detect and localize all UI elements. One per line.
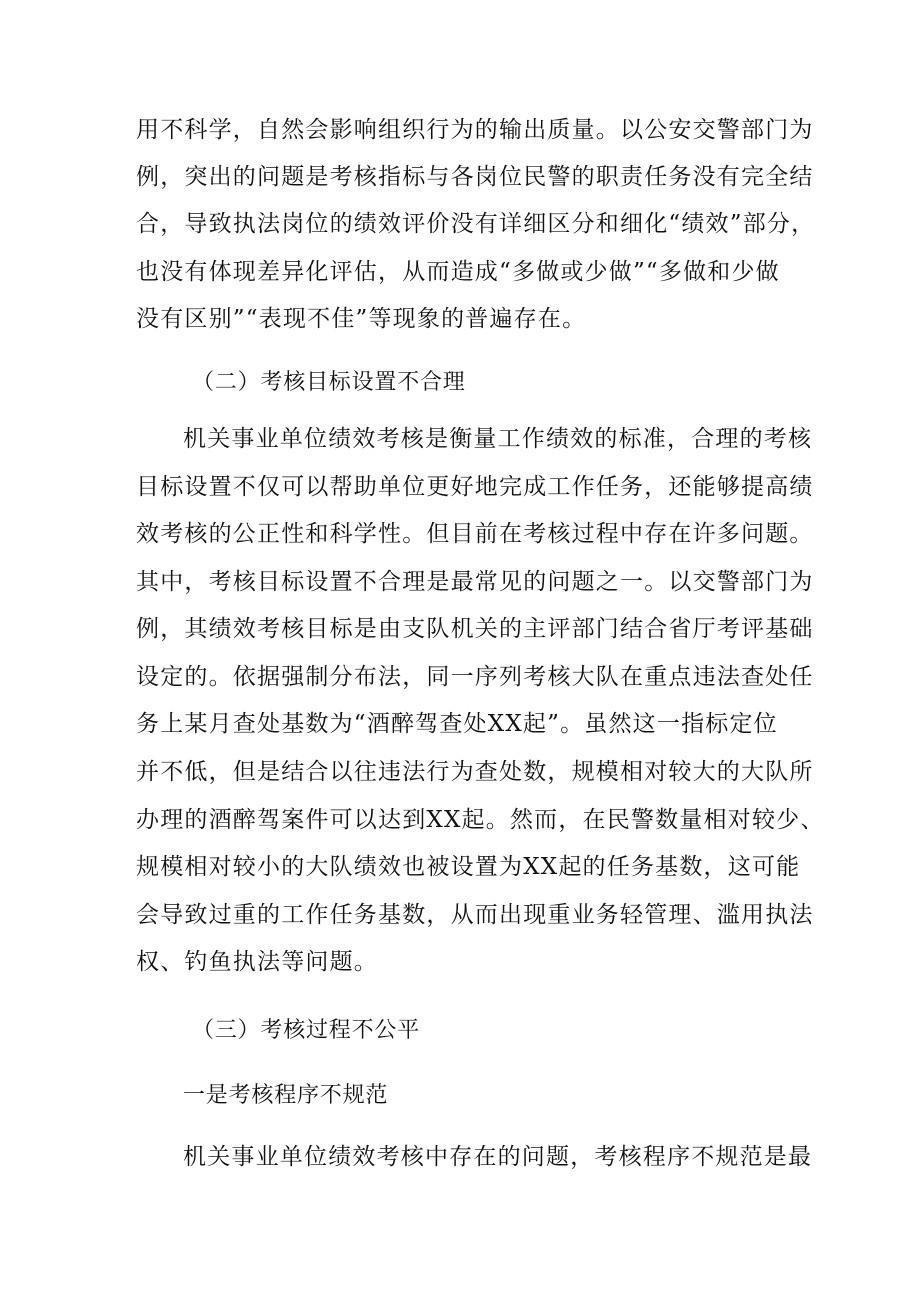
paragraph-line: 目标设置不仅可以帮助单位更好地完成工作任务，还能够提高绩 bbox=[136, 474, 814, 500]
paragraph-line: 权、钓鱼执法等问题。 bbox=[136, 949, 378, 975]
paragraph-line: 办理的酒醉驾案件可以达到XX起。然而，在民警数量相对较少、 bbox=[136, 807, 825, 833]
paragraph-line: 机关事业单位绩效考核中存在的问题，考核程序不规范是最 bbox=[183, 1144, 813, 1170]
paragraph-line: 务上某月查处基数为“酒醉驾查处XX起”。虽然这一指标定位 bbox=[136, 711, 778, 737]
paragraph-line: 会导致过重的工作任务基数，从而出现重业务轻管理、滥用执法 bbox=[136, 902, 814, 928]
section-heading: （三）考核过程不公平 bbox=[192, 1018, 421, 1043]
paragraph-line: 规模相对较小的大队绩效也被设置为XX起的任务基数，这可能 bbox=[136, 854, 801, 880]
paragraph-line: 合，导致执法岗位的绩效评价没有详细区分和细化“绩效”部分， bbox=[136, 211, 816, 237]
paragraph-line: 机关事业单位绩效考核是衡量工作绩效的标准，合理的考核 bbox=[183, 426, 813, 452]
subsection-heading: 一是考核程序不规范 bbox=[183, 1083, 389, 1108]
paragraph-line: 也没有体现差异化评估，从而造成“多做或少做”“多做和少做 bbox=[136, 259, 780, 285]
paragraph-line: 没有区别”“表现不佳”等现象的普遍存在。 bbox=[136, 306, 587, 332]
paragraph-line: 设定的。依据强制分布法，同一序列考核大队在重点违法查处任 bbox=[136, 664, 814, 690]
paragraph-line: 其中，考核目标设置不合理是最常见的问题之一。以交警部门为 bbox=[136, 569, 814, 595]
paragraph-line: 例，其绩效考核目标是由支队机关的主评部门结合省厅考评基础 bbox=[136, 616, 814, 642]
paragraph-line: 例，突出的问题是考核指标与各岗位民警的职责任务没有完全结 bbox=[136, 164, 814, 190]
paragraph-line: 并不低，但是结合以往违法行为查处数，规模相对较大的大队所 bbox=[136, 759, 814, 785]
paragraph-line: 用不科学，自然会影响组织行为的输出质量。以公安交警部门为 bbox=[136, 117, 814, 143]
paragraph-line: 效考核的公正性和科学性。但目前在考核过程中存在许多问题。 bbox=[136, 521, 814, 547]
section-heading: （二）考核目标设置不合理 bbox=[192, 370, 466, 395]
